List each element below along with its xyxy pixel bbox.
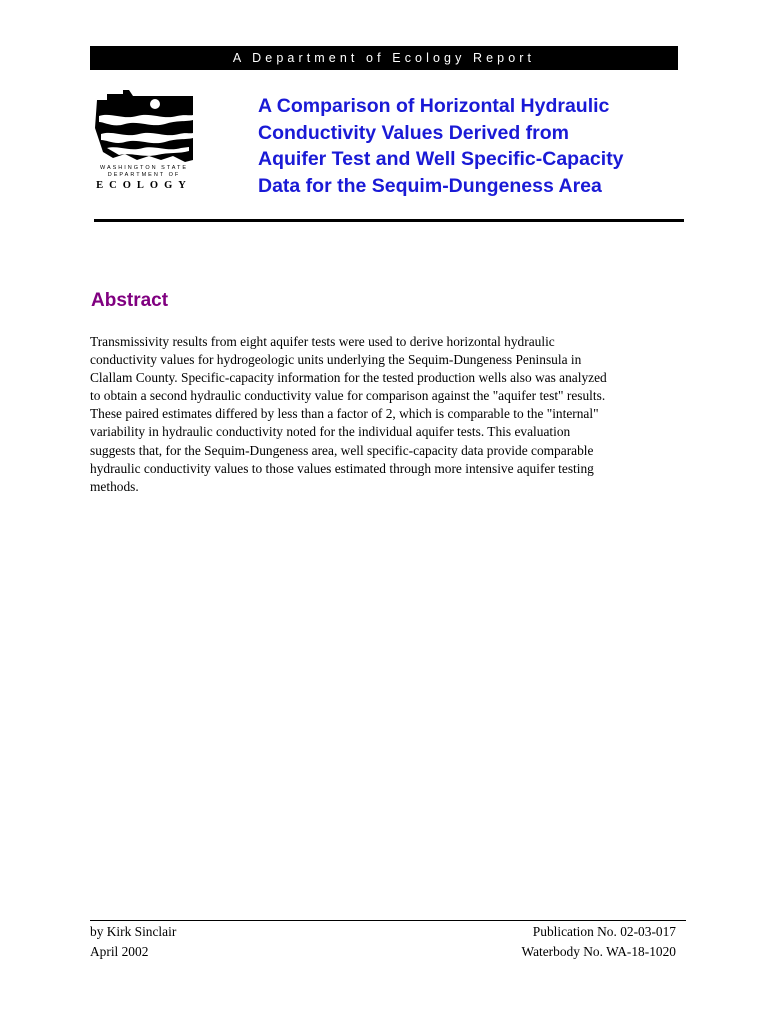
washington-state-map-icon [93,90,195,164]
abstract-line: These paired estimates differed by less than a factor of 2, which is comparable to the "internal" [90,406,599,422]
abstract-line: Transmissivity results from eight aquifer tests were used to derive horizontal hydraulic [90,334,555,349]
abstract-line: variability in hydraulic conductivity noted for the individual aquifer tests. This evaluation [90,424,571,440]
abstract-line: methods. [90,478,139,494]
title-line: A Comparison of Horizontal Hydraulic [258,95,610,117]
abstract-line: hydraulic conductivity values to those values estimated through more intensive aquifer testing [90,460,594,476]
abstract-text [90,333,690,496]
footer-divider [90,920,686,921]
report-title [258,93,678,199]
author-byline: by Kirk Sinclair [90,924,177,939]
abstract-heading: Abstract [91,290,169,311]
header-divider [94,219,684,222]
abstract-line: suggests that, for the Sequim-Dungeness area, well specific-capacity data provide comparable [90,442,594,458]
abstract-line: conductivity values for hydrogeologic units underlying the Sequim-Dungeness Peninsula in [90,352,582,368]
logo-state-text: WASHINGTON STATE [99,165,189,171]
ecology-logo [93,90,201,196]
title-line: Aquifer Test and Well Specific-Capacity [258,148,624,171]
logo-department-text: DEPARTMENT OF [107,172,181,178]
logo-ecology-text: ECOLOGY [96,180,192,191]
publication-number: Publication No. 02-03-017 [532,924,676,939]
title-line: Data for the Sequim-Dungeness Area [258,174,602,197]
footer-author-block [90,922,176,961]
title-line: Conductivity Values Derived from [258,121,570,144]
report-banner: A Department of Ecology Report [90,46,678,70]
waterbody-number: Waterbody No. WA-18-1020 [521,943,676,959]
abstract-line: to obtain a second hydraulic conductivity value for comparison against the "aquifer test" results. [90,388,606,404]
publication-date: April 2002 [90,943,149,959]
abstract-line: Clallam County. Specific-capacity information for the tested production wells also was analyzed [90,370,607,386]
footer-publication-block [522,922,677,961]
